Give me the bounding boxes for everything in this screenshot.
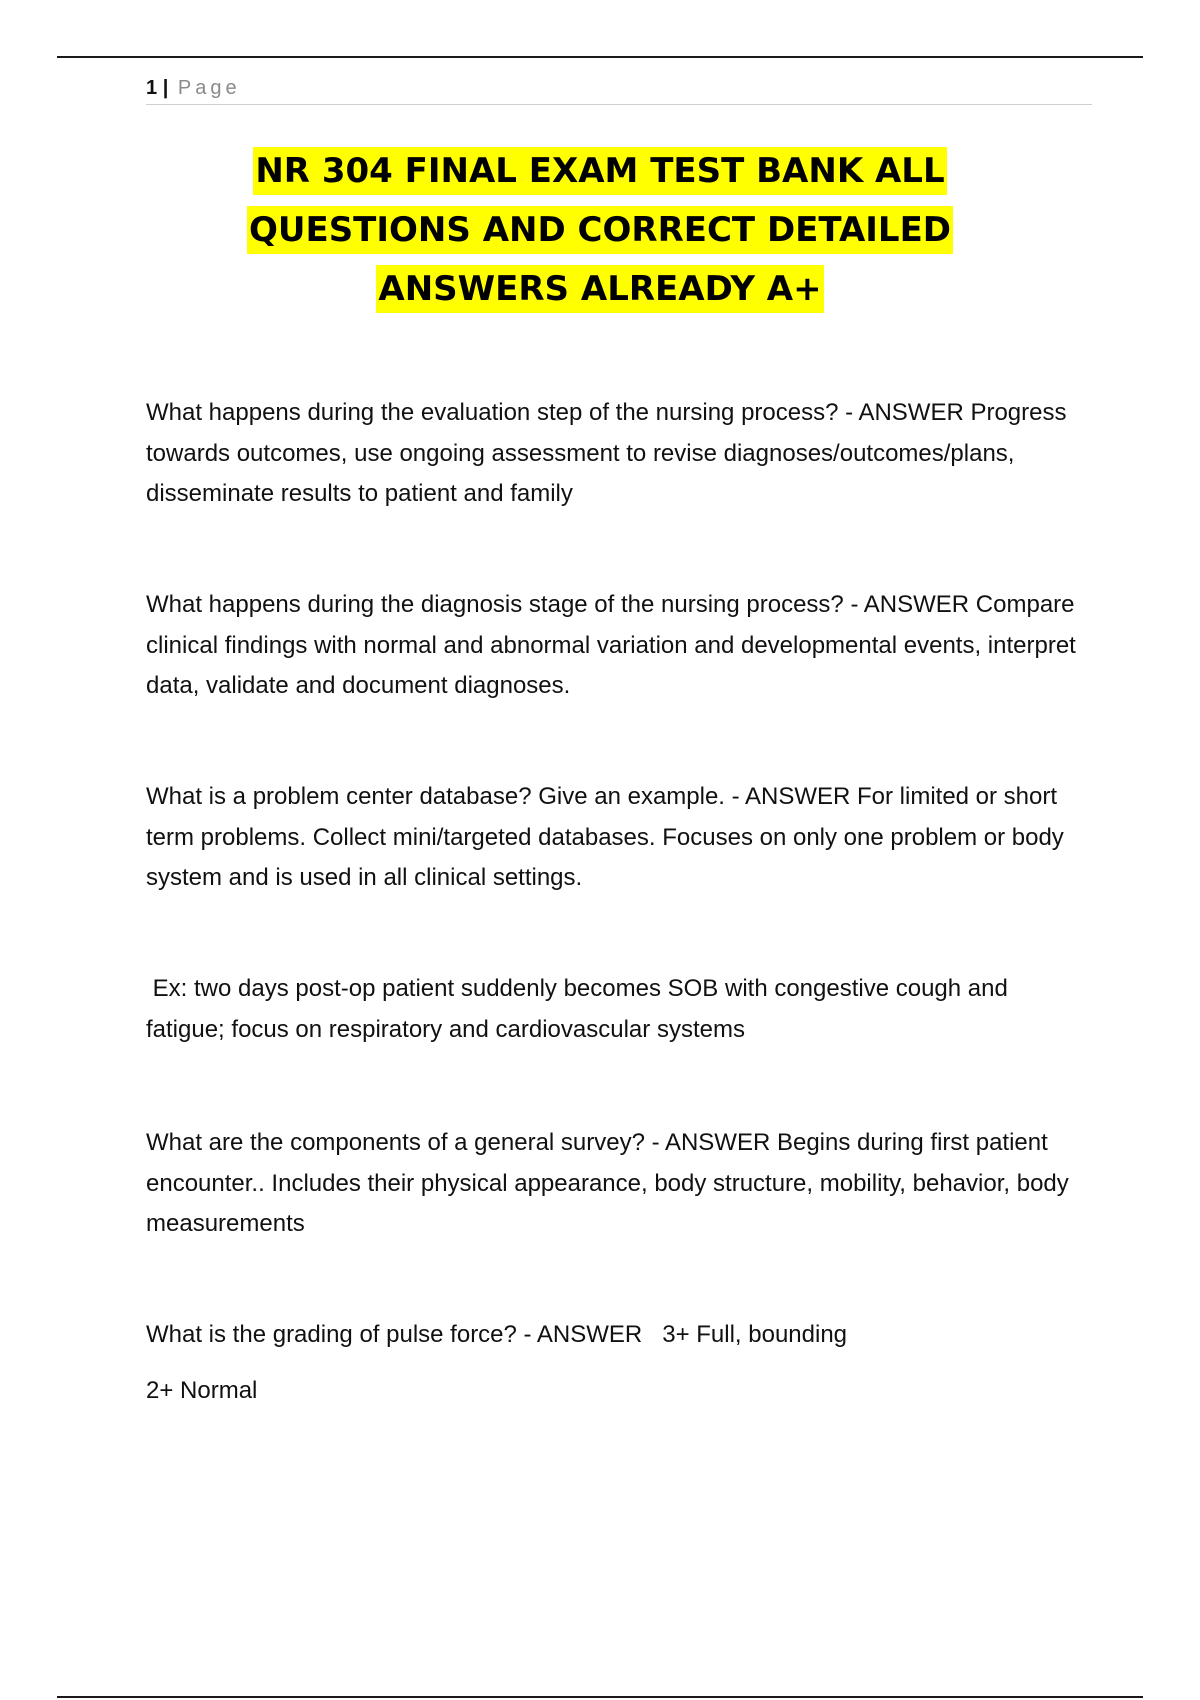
qa-item-pulse-force: What is the grading of pulse force? - ANSWER 3+ Full, bounding xyxy=(146,1321,848,1348)
qa-item-diagnosis: What happens during the diagnosis stage of the nursing process? - ANSWER Compare clinical findings with normal and abnormal variation and developmental events, interpret data, validate and document diagnoses. xyxy=(146,591,1076,699)
bottom-rule xyxy=(57,1696,1143,1698)
qa-item-example: Ex: two days post-op patient suddenly becomes SOB with congestive cough and fatigue; focus on respiratory and cardiovascular systems xyxy=(146,975,1015,1043)
page-label: Page xyxy=(177,77,241,99)
qa-item-problem-database: What is a problem center database? Give an example. - ANSWER For limited or short term problems. Collect mini/targeted databases. Focuses on only one problem or body system and is used in all clinical settings. xyxy=(146,783,1064,891)
qa-item-general-survey: What are the components of a general survey? - ANSWER Begins during first patient encounter.. Includes their physical appearance, body structure, mobility, behavior, body measurements xyxy=(146,1129,1069,1237)
page-separator: | xyxy=(162,77,169,99)
document-title xyxy=(146,142,1054,319)
page-number: 1 xyxy=(146,77,158,99)
title-line-3: ANSWERS ALREADY A+ xyxy=(376,265,823,313)
qa-item-pulse-normal: 2+ Normal xyxy=(146,1377,258,1404)
title-line-2: QUESTIONS AND CORRECT DETAILED xyxy=(247,206,953,254)
page-header xyxy=(146,74,1092,105)
title-line-1: NR 304 FINAL EXAM TEST BANK ALL xyxy=(253,147,946,195)
qa-item-evaluation: What happens during the evaluation step of the nursing process? - ANSWER Progress towards outcomes, use ongoing assessment to revise diagnoses/outcomes/plans, disseminate results to patient and family xyxy=(146,399,1067,507)
top-rule xyxy=(57,56,1143,58)
